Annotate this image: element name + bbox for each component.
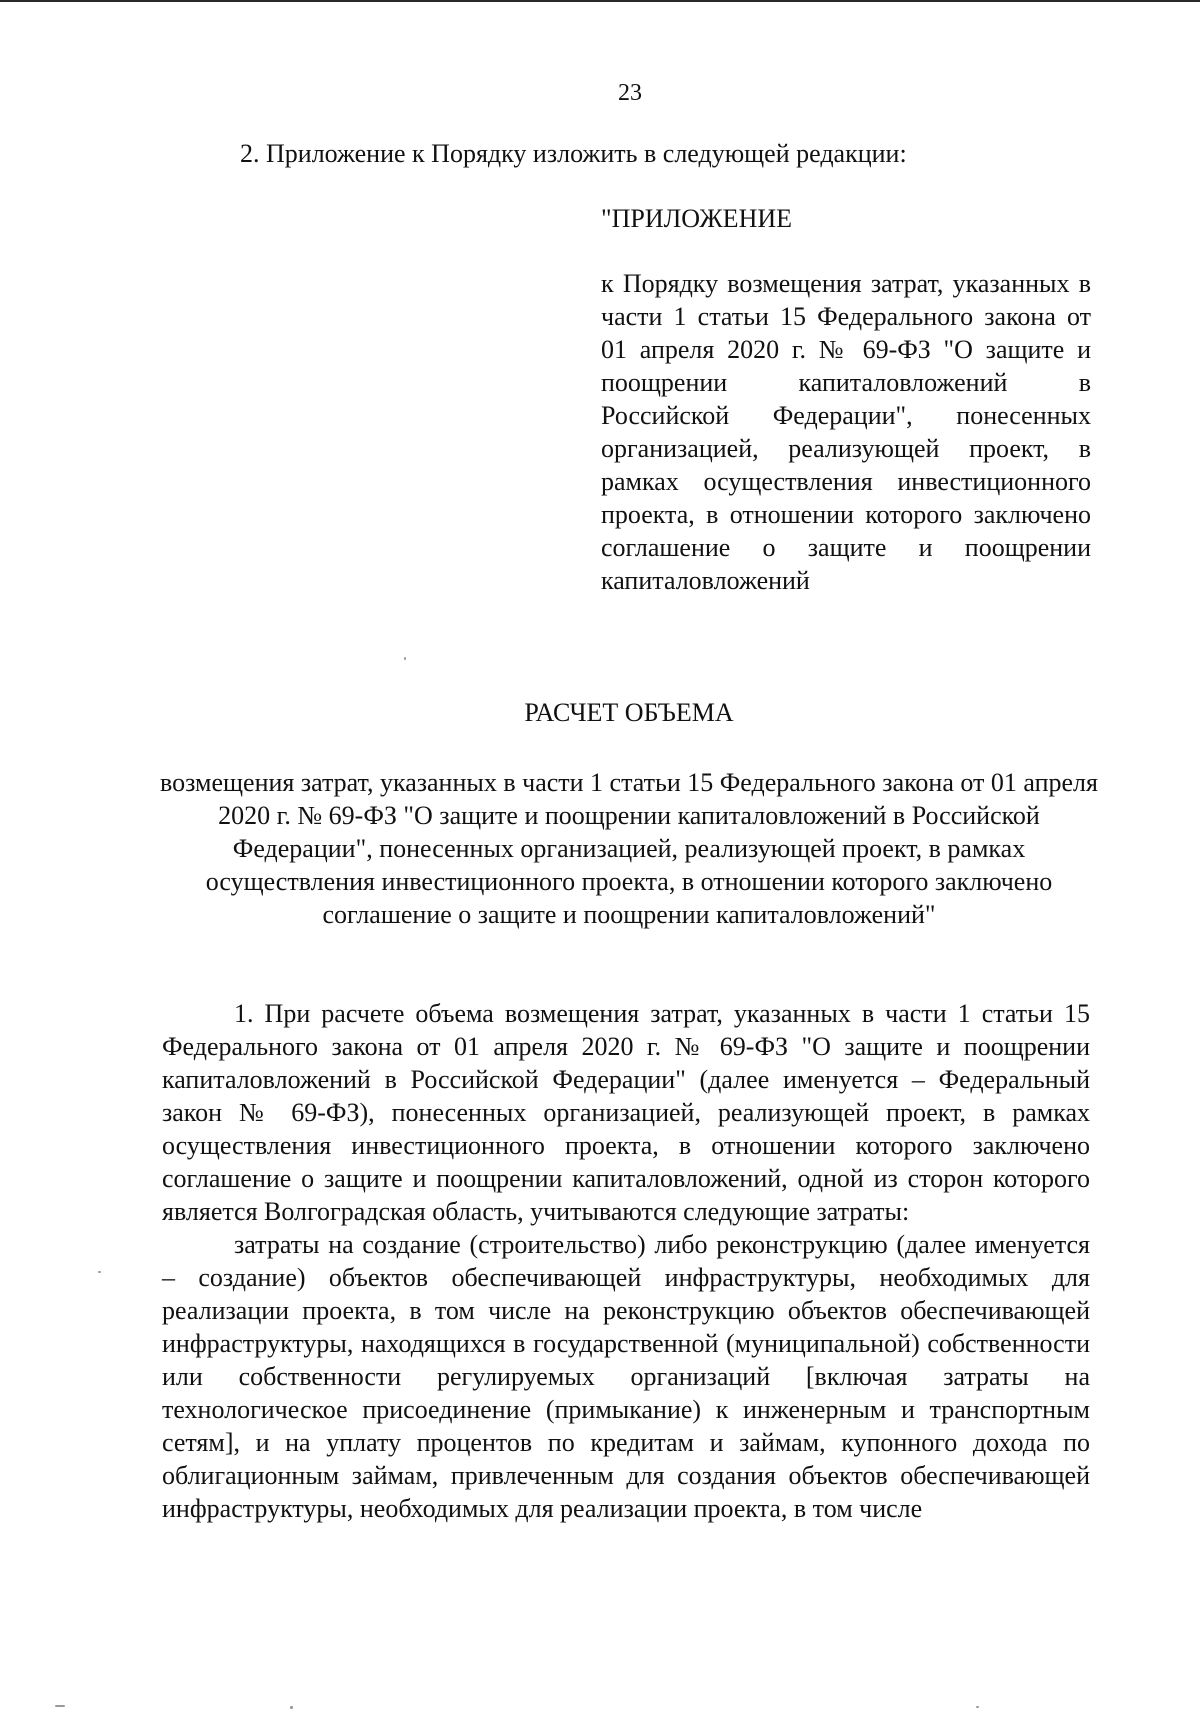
body-paragraph: 1. При расчете объема возмещения затрат, указанных в части 1 статьи 15 Федерального закона от 01 апреля 2020 г. № 69-ФЗ "О защите и поощрении капиталовложений в Российской Федерации" (далее именуется – Федеральный закон № 69-ФЗ), понесенных организацией, реализующей проект, в рамках осуществления инвестиционного проекта, в отношении которого заключено соглашение о защите и поощрении капиталовложений, одной из сторон которого является Волгоградская область, учитываются следующие затраты: xyxy=(162,999,1090,1226)
scan-top-edge-line xyxy=(0,0,1200,2)
amendment-intro-line: 2. Приложение к Порядку изложить в следующей редакции: xyxy=(240,139,907,168)
appendix-caption: к Порядку возмещения затрат, указанных в части 1 статьи 15 Федерального закона от 01 апреля 2020 г. № 69-ФЗ "О защите и поощрении капиталовложений в Российской Федерации", понесенных организацией, реализующей проект, в рамках осуществления инвестиционного проекта, в отношении которого заключено соглашение о защите и поощрении капиталовложений xyxy=(601,269,1091,595)
appendix-heading: "ПРИЛОЖЕНИЕ xyxy=(601,204,793,233)
scan-speck xyxy=(98,1271,101,1273)
calculation-title: РАСЧЕТ ОБЪЕМА xyxy=(524,698,734,727)
scan-speck xyxy=(404,657,406,660)
scan-speck xyxy=(976,1706,979,1708)
body-paragraph: затраты на создание (строительство) либо реконструкцию (далее именуется – создание) объектов обеспечивающей инфраструктуры, необходимых для реализации проекта, в том числе на реконструкцию объектов обеспечивающей инфраструктуры, находящихся в государственной (муниципальной) собственности или собственности регулируемых организаций [включая затраты на технологическое присоединение (примыкание) к инженерным и транспортным сетям], и на уплату процентов по кредитам и займам, купонного дохода по облигационным займам, привлеченным для создания объектов обеспечивающей инфраструктуры, необходимых для реализации проекта, в том числе xyxy=(162,1230,1090,1523)
scan-speck xyxy=(55,1705,65,1707)
page-number: 23 xyxy=(618,80,642,106)
calculation-subtitle: возмещения затрат, указанных в части 1 статьи 15 Федерального закона от 01 апреля 2020 г. № 69-ФЗ "О защите и поощрении капиталовложений в Российской Федерации", понесенных организацией, реализующей проект, в рамках осуществления инвестиционного проекта, в отношении которого заключено соглашение о защите и поощрении капиталовложений" xyxy=(160,768,1098,929)
document-body xyxy=(162,997,1090,1525)
scan-speck xyxy=(290,1706,293,1709)
